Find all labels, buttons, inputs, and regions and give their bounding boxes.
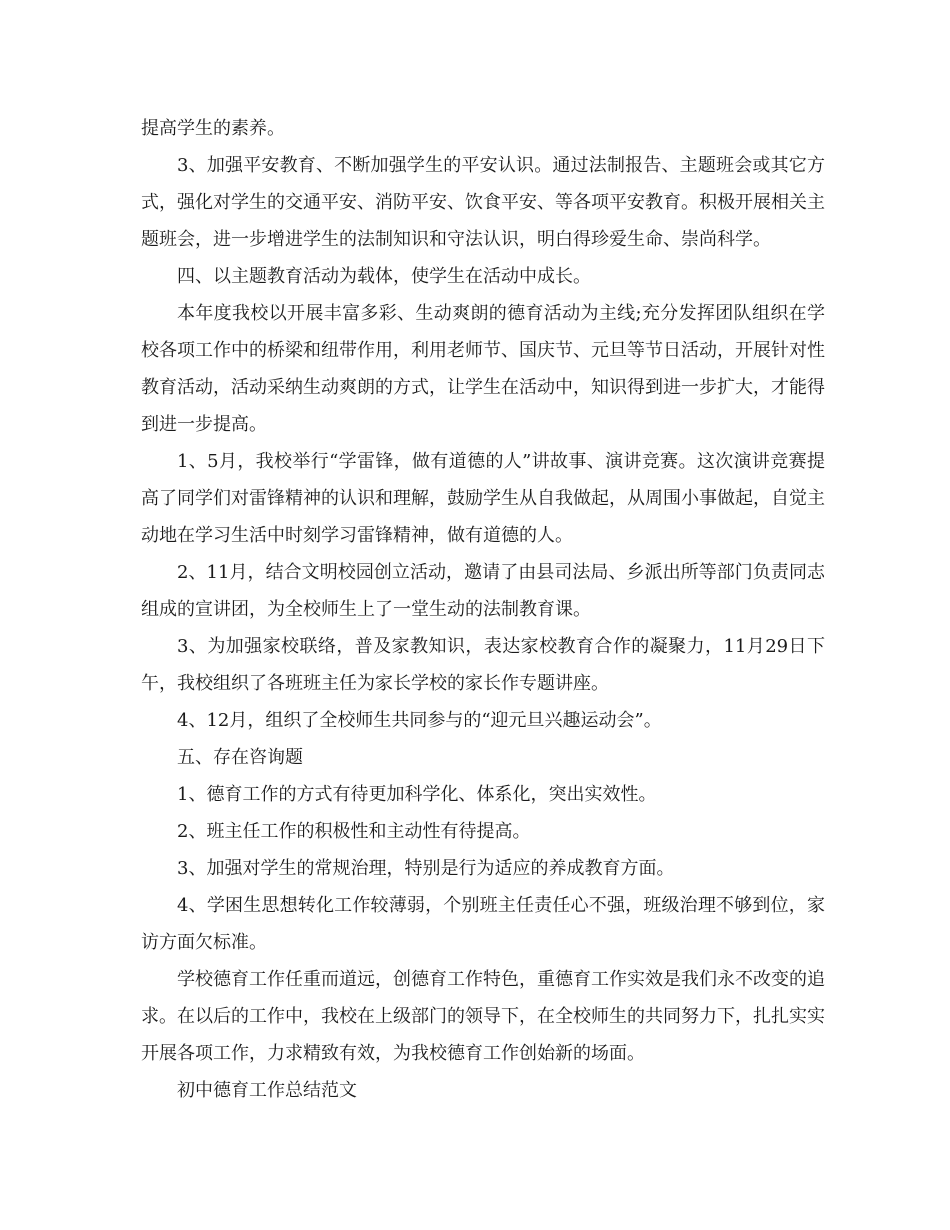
paragraph: 1、德育工作的方式有待更加科学化、体系化，突出实效性。 — [177, 784, 657, 805]
section-heading: 四、以主题教育活动为载体，使学生在活动中成长。 — [177, 266, 591, 287]
paragraph: 4、12月，组织了全校师生共同参与的“迎元旦兴趣运动会”。 — [177, 710, 662, 731]
section-heading: 五、存在咨询题 — [177, 747, 303, 768]
paragraph: 4、学困生思想转化工作较薄弱，个别班主任责任心不强，班级治理不够到位，家访方面欠标准。 — [141, 895, 825, 953]
paragraph: 2、11月，结合文明校园创立活动，邀请了由县司法局、乡派出所等部门负责同志组成的宣讲团，为全校师生上了一堂生动的法制教育课。 — [141, 562, 825, 620]
paragraph: 1、5月，我校举行“学雷锋，做有道德的人”讲故事、演讲竞赛。这次演讲竞赛提高了同学们对雷锋精神的认识和理解，鼓励学生从自我做起，从周围小事做起，自觉主动地在学习生活中时刻学习雷锋精神，做有道德的人。 — [141, 451, 825, 546]
paragraph: 3、加强对学生的常规治理，特别是行为适应的养成教育方面。 — [177, 858, 675, 879]
paragraph: 2、班主任工作的积极性和主动性有待提高。 — [177, 821, 531, 842]
paragraph: 学校德育工作任重而道远，创德育工作特色，重德育工作实效是我们永不改变的追求。在以后的工作中，我校在上级部门的领导下，在全校师生的共同努力下，扎扎实实开展各项工作，力求精致有效，为我校德育工作创始新的场面。 — [141, 969, 825, 1064]
paragraph: 3、为加强家校联络，普及家教知识，表达家校教育合作的凝聚力，11月29日下午，我校组织了各班班主任为家长学校的家长作专题讲座。 — [141, 636, 825, 694]
document-title-line: 初中德育工作总结范文 — [177, 1080, 357, 1101]
paragraph: 3、加强平安教育、不断加强学生的平安认识。通过法制报告、主题班会或其它方式，强化对学生的交通平安、消防平安、饮食平安、等各项平安教育。积极开展相关主题班会，进一步增进学生的法制知识和守法认识，明白得珍爱生命、崇尚科学。 — [141, 155, 825, 250]
paragraph: 本年度我校以开展丰富多彩、生动爽朗的德育活动为主线;充分发挥团队组织在学校各项工作中的桥梁和纽带作用，利用老师节、国庆节、元旦等节日活动，开展针对性教育活动，活动采纳生动爽朗的方式，让学生在活动中，知识得到进一步扩大，才能得到进一步提高。 — [141, 303, 825, 435]
paragraph: 提高学生的素养。 — [141, 118, 285, 139]
document-page — [141, 110, 825, 1109]
